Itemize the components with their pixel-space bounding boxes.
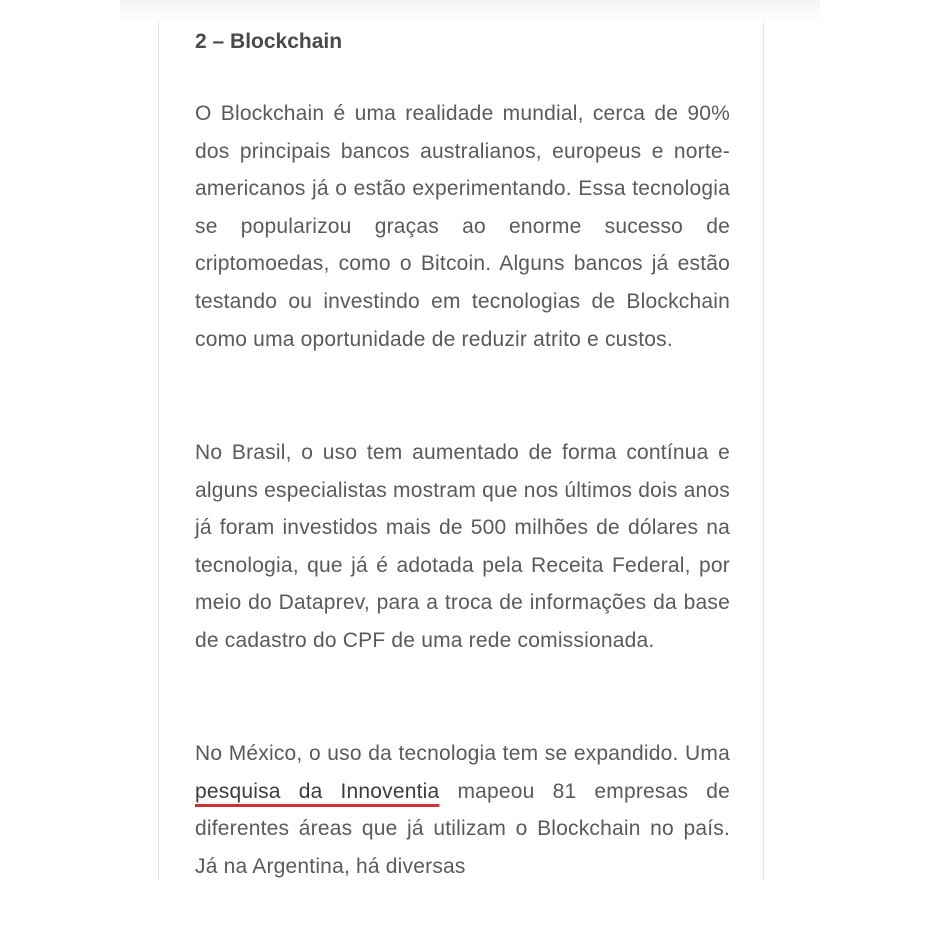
paragraph-blockchain-intro: O Blockchain é uma realidade mundial, cerca de 90% dos principais bancos australianos, europeus e norte-americanos já o estão experimentando. Essa tecnologia se popularizou graças ao enorme sucesso de criptomoedas, como o Bitcoin. Alguns bancos já estão testando ou investindo em tecnologias de Blockchain como uma oportunidade de reduzir atrito e custos.	[195, 102, 730, 351]
paragraph-mexico-text-after: mapeou 81 empresas de diferentes áreas que já utilizam o Blockchain no país. Já na Argentina, há diversas	[195, 779, 730, 878]
innoventia-research-link[interactable]: pesquisa da Innoventia	[195, 779, 440, 803]
paragraph-mexico	[195, 735, 730, 885]
article-content	[195, 22, 730, 878]
top-shadow	[120, 0, 820, 22]
paragraph-mexico-text-before: No México, o uso da tecnologia tem se expandido. Uma	[195, 742, 730, 765]
section-heading: 2 – Blockchain	[195, 30, 343, 53]
article-panel	[158, 22, 764, 880]
paragraph-brasil: No Brasil, o uso tem aumentado de forma contínua e alguns especialistas mostram que nos últimos dois anos já foram investidos mais de 500 milhões de dólares na tecnologia, que já é adotada pela Receita Federal, por meio do Dataprev, para a troca de informações da base de cadastro do CPF de uma rede comissionada.	[195, 441, 730, 652]
